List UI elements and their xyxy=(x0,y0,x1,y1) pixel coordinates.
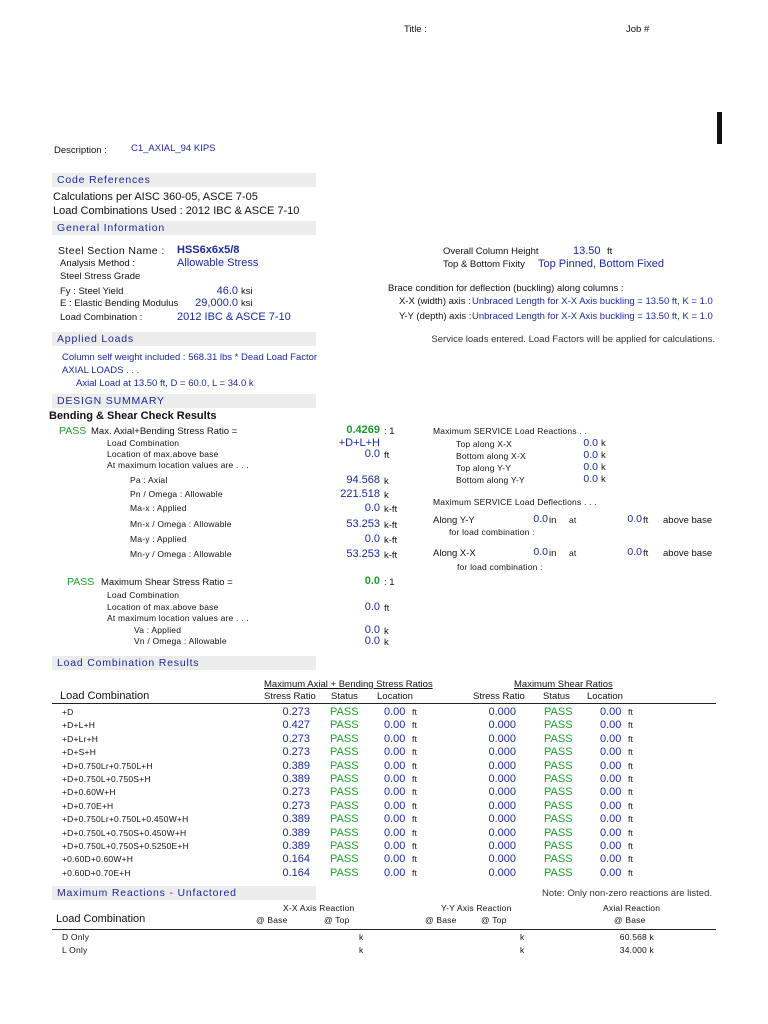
pass-badge-shear: PASS xyxy=(67,576,95,588)
group-axial-bending: Maximum Axial + Bending Stress Ratios xyxy=(264,679,433,690)
shear-status-cell: PASS xyxy=(544,719,573,732)
shear-location-unit-cell: ft xyxy=(628,841,634,851)
axial-load-detail: Axial Load at 13.50 ft, D = 60.0, L = 34.0 k xyxy=(76,378,254,389)
table-row xyxy=(62,867,662,880)
reactions-note: Note: Only non-zero reactions are listed. xyxy=(541,888,712,899)
react-unit-2: k xyxy=(601,462,606,473)
shear-location-cell: 0.00 xyxy=(600,732,622,745)
description-value: C1_AXIAL_94 KIPS xyxy=(131,143,216,154)
shear-location-cell: 0.00 xyxy=(600,746,622,759)
shear-location-cell: 0.00 xyxy=(600,786,622,799)
shear-location-unit-cell: ft xyxy=(628,720,634,731)
stress-ratio-cell: 0.389 xyxy=(282,773,310,785)
atmax-label-bending: At maximum location values are . . . xyxy=(107,460,249,470)
col-location-shear: Location xyxy=(587,691,623,702)
va-unit: k xyxy=(384,626,389,637)
defl-xx-loc: 0.0 xyxy=(627,546,642,558)
mny-value: 53.253 xyxy=(346,548,380,560)
e-value: 29,000.0 xyxy=(195,297,238,309)
fy-label: Fy : Steel Yield xyxy=(60,286,124,297)
brace-label: Brace condition for deflection (buckling) along columns : xyxy=(388,283,624,294)
service-reactions-heading: Maximum SERVICE Load Reactions . . xyxy=(433,426,588,436)
shear-location-unit-cell: ft xyxy=(628,814,634,825)
shear-location-unit-cell: ft xyxy=(628,747,634,758)
location-cell: 0.00 xyxy=(384,813,406,826)
reaction-row-xx-unit: k xyxy=(359,932,364,942)
shear-status-cell: PASS xyxy=(544,853,573,866)
table-row xyxy=(62,800,662,813)
defl-xx-lc: for load combination : xyxy=(457,562,543,572)
stress-ratio-label: Max. Axial+Bending Stress Ratio = xyxy=(91,426,238,437)
may-label: Ma-y : Applied xyxy=(130,534,187,544)
mnx-unit: k-ft xyxy=(384,520,398,531)
loc-label-shear: Location of max.above base xyxy=(107,602,219,612)
loc-unit-bending: ft xyxy=(384,450,390,461)
location-cell: 0.00 xyxy=(384,840,406,852)
location-cell: 0.00 xyxy=(384,866,406,879)
table-row xyxy=(62,719,662,732)
max-unit: k-ft xyxy=(384,504,398,515)
shear-location-cell: 0.00 xyxy=(600,813,622,826)
lc-label: Load Combination : xyxy=(60,312,143,323)
applied-loads-heading: Applied Loads xyxy=(52,332,316,346)
location-unit-cell: ft xyxy=(412,841,418,851)
location-cell: 0.00 xyxy=(384,719,406,732)
lc-cell: +D xyxy=(62,707,74,717)
location-unit-cell: ft xyxy=(412,707,418,717)
shear-ratio-cell: 0.000 xyxy=(488,706,516,718)
react-label-0: Top along X-X xyxy=(456,439,512,449)
table-row xyxy=(62,746,662,759)
location-unit-cell: ft xyxy=(412,733,418,744)
shear-status-cell: PASS xyxy=(544,840,573,852)
shear-ratio-cell: 0.000 xyxy=(488,826,516,839)
shear-ratio-cell: 0.000 xyxy=(488,786,516,799)
pn-value: 221.518 xyxy=(340,488,380,500)
code-ref-line2: Load Combinations Used : 2012 IBC & ASCE 7-10 xyxy=(53,205,300,217)
defl-xx-loc-unit: ft xyxy=(643,548,649,559)
defl-yy-value: 0.0 xyxy=(533,513,548,525)
location-cell: 0.00 xyxy=(384,826,406,839)
group-shear: Maximum Shear Ratios xyxy=(514,679,613,690)
stress-ratio-cell: 0.273 xyxy=(282,732,310,745)
shear-location-unit-cell: ft xyxy=(628,760,634,771)
defl-xx-above: above base xyxy=(663,548,713,559)
pass-badge-bending: PASS xyxy=(59,425,87,437)
code-references-heading: Code References xyxy=(52,173,316,187)
react-value-3: 0.0 xyxy=(583,473,598,485)
applied-loads-note: Service loads entered. Load Factors will be applied for calculations. xyxy=(431,334,715,345)
bending-shear-heading: Bending & Shear Check Results xyxy=(49,410,217,422)
lc-cell: +D+0.750L+0.750S+0.450W+H xyxy=(62,827,187,838)
shear-location-cell: 0.00 xyxy=(600,719,622,732)
xx-axis-label: X-X (width) axis : xyxy=(399,296,471,307)
may-value: 0.0 xyxy=(364,533,380,545)
shear-location-unit-cell: ft xyxy=(628,800,634,811)
vn-value: 0.0 xyxy=(364,635,380,647)
lc-table-rule xyxy=(52,703,716,704)
axial-loads-line: AXIAL LOADS . . . xyxy=(62,365,140,376)
yy-reaction-group: Y-Y Axis Reaction xyxy=(441,903,512,913)
react-unit-0: k xyxy=(601,438,606,449)
defl-yy-at: at xyxy=(569,515,577,525)
shear-ratio-cell: 0.000 xyxy=(488,866,516,879)
va-value: 0.0 xyxy=(364,624,380,636)
shear-location-cell: 0.00 xyxy=(600,866,622,879)
e-label: E : Elastic Bending Modulus xyxy=(60,298,179,309)
shear-status-cell: PASS xyxy=(544,706,573,718)
lc-value-bending: +D+L+H xyxy=(338,437,380,449)
col-stress-ratio-shear: Stress Ratio xyxy=(473,691,525,702)
yy-at-base: @ Base xyxy=(425,915,457,925)
shear-ratio-cell: 0.000 xyxy=(488,799,516,812)
react-label-2: Top along Y-Y xyxy=(456,463,512,473)
shear-status-cell: PASS xyxy=(544,813,573,826)
status-cell: PASS xyxy=(330,813,359,826)
mny-unit: k-ft xyxy=(384,550,398,561)
analysis-method-label: Analysis Method : xyxy=(60,258,135,269)
stress-ratio-cell: 0.164 xyxy=(282,853,310,866)
col-status: Status xyxy=(331,691,358,702)
shear-ratio-cell: 0.000 xyxy=(488,773,516,785)
analysis-method-value: Allowable Stress xyxy=(177,257,259,269)
reaction-row-yy-unit: k xyxy=(520,945,525,955)
lc-label-shear: Load Combination xyxy=(107,590,180,600)
stress-ratio-unit: : 1 xyxy=(384,426,395,437)
stress-ratio-cell: 0.273 xyxy=(282,786,310,799)
fixity-label: Top & Bottom Fixity xyxy=(443,259,525,270)
table-row xyxy=(62,813,662,826)
shear-location-cell: 0.00 xyxy=(600,826,622,839)
shear-status-cell: PASS xyxy=(544,799,573,812)
reactions-table-rule xyxy=(52,929,716,930)
xx-at-top: @ Top xyxy=(324,915,350,925)
reaction-row-lc: D Only xyxy=(62,932,90,942)
shear-ratio-value: 0.0 xyxy=(364,575,380,587)
reaction-row-xx-unit: k xyxy=(359,945,364,955)
shear-location-unit-cell: ft xyxy=(628,774,634,784)
lc-cell: +D+0.60W+H xyxy=(62,787,116,798)
shear-status-cell: PASS xyxy=(544,786,573,799)
shear-ratio-cell: 0.000 xyxy=(488,719,516,732)
shear-location-cell: 0.00 xyxy=(600,853,622,866)
react-label-1: Bottom along X-X xyxy=(456,451,526,461)
location-unit-cell: ft xyxy=(412,760,418,771)
description-label: Description : xyxy=(54,145,107,156)
status-cell: PASS xyxy=(330,826,359,839)
react-unit-3: k xyxy=(601,474,606,485)
text-cursor xyxy=(717,112,722,144)
job-label: Job # xyxy=(626,24,650,35)
shear-status-cell: PASS xyxy=(544,759,573,772)
defl-xx-label: Along X-X xyxy=(433,548,476,559)
location-unit-cell: ft xyxy=(412,774,418,784)
loc-value-shear: 0.0 xyxy=(364,601,380,613)
xx-axis-value: Unbraced Length for X-X Axis buckling = 13.50 ft, K = 1.0 xyxy=(472,296,713,307)
shear-status-cell: PASS xyxy=(544,826,573,839)
va-label: Va : Applied xyxy=(134,625,182,635)
react-value-1: 0.0 xyxy=(583,449,598,461)
table-row xyxy=(62,840,662,853)
status-cell: PASS xyxy=(330,799,359,812)
fy-value: 46.0 xyxy=(216,285,238,297)
reaction-row-yy-unit: k xyxy=(520,932,525,942)
design-summary-heading: DESIGN SUMMARY xyxy=(52,394,316,408)
react-unit-1: k xyxy=(601,450,606,461)
mnx-value: 53.253 xyxy=(346,518,380,530)
location-cell: 0.00 xyxy=(384,706,406,718)
col-stress-ratio: Stress Ratio xyxy=(264,691,316,702)
shear-ratio-cell: 0.000 xyxy=(488,746,516,759)
status-cell: PASS xyxy=(330,759,359,772)
yy-axis-value: Unbraced Length for X-X Axis buckling = 13.50 ft, K = 1.0 xyxy=(472,311,713,322)
location-cell: 0.00 xyxy=(384,759,406,772)
axial-reaction-group: Axial Reaction xyxy=(603,903,661,913)
service-deflections-heading: Maximum SERVICE Load Deflections . . . xyxy=(433,497,597,507)
status-cell: PASS xyxy=(330,840,359,852)
loc-unit-shear: ft xyxy=(384,603,390,614)
shear-location-cell: 0.00 xyxy=(600,706,622,718)
defl-yy-loc-unit: ft xyxy=(643,515,649,526)
fy-unit: ksi xyxy=(241,286,253,297)
column-height-label: Overall Column Height xyxy=(443,246,539,257)
location-unit-cell: ft xyxy=(412,814,418,825)
status-cell: PASS xyxy=(330,732,359,745)
shear-ratio-cell: 0.000 xyxy=(488,732,516,745)
pa-unit: k xyxy=(384,476,389,487)
loc-label-bending: Location of max.above base xyxy=(107,449,219,459)
vn-unit: k xyxy=(384,637,389,648)
xx-reaction-group: X-X Axis Reaction xyxy=(283,903,355,913)
status-cell: PASS xyxy=(330,853,359,866)
status-cell: PASS xyxy=(330,786,359,799)
shear-ratio-cell: 0.000 xyxy=(488,759,516,772)
lc-value: 2012 IBC & ASCE 7-10 xyxy=(177,311,291,323)
lc-results-heading: Load Combination Results xyxy=(52,656,316,670)
location-unit-cell: ft xyxy=(412,720,418,731)
table-row xyxy=(62,786,662,799)
shear-location-unit-cell: ft xyxy=(628,827,634,838)
lc-cell: +D+0.750L+0.750S+H xyxy=(62,774,151,784)
section-name-value: HSS6x6x5/8 xyxy=(177,244,240,256)
location-cell: 0.00 xyxy=(384,746,406,759)
react-label-3: Bottom along Y-Y xyxy=(456,475,525,485)
may-unit: k-ft xyxy=(384,535,398,546)
defl-yy-unit: in xyxy=(549,515,557,526)
pa-label: Pa : Axial xyxy=(130,475,168,485)
reaction-row-axial: 60.568 k xyxy=(619,932,654,942)
lc-cell: +D+0.70E+H xyxy=(62,800,114,811)
shear-status-cell: PASS xyxy=(544,746,573,759)
shear-location-unit-cell: ft xyxy=(628,707,634,717)
stress-ratio-cell: 0.427 xyxy=(282,719,310,732)
location-cell: 0.00 xyxy=(384,732,406,745)
title-label: Title : xyxy=(404,24,427,35)
reactions-col-lc: Load Combination xyxy=(56,913,146,925)
stress-ratio-cell: 0.273 xyxy=(282,706,310,718)
shear-ratio-cell: 0.000 xyxy=(488,853,516,866)
shear-location-cell: 0.00 xyxy=(600,840,622,852)
section-name-label: Steel Section Name : xyxy=(58,245,165,257)
fixity-value: Top Pinned, Bottom Fixed xyxy=(538,258,664,270)
lc-cell: +0.60D+0.70E+H xyxy=(62,867,131,878)
status-cell: PASS xyxy=(330,706,359,718)
table-row xyxy=(62,706,662,719)
lc-cell: +D+0.750Lr+0.750L+0.450W+H xyxy=(62,814,189,825)
defl-yy-above: above base xyxy=(663,515,713,526)
shear-status-cell: PASS xyxy=(544,732,573,745)
stress-ratio-cell: 0.273 xyxy=(282,799,310,812)
location-unit-cell: ft xyxy=(412,787,418,798)
shear-location-unit-cell: ft xyxy=(628,733,634,744)
location-cell: 0.00 xyxy=(384,799,406,812)
status-cell: PASS xyxy=(330,773,359,785)
reaction-row-lc: L Only xyxy=(62,945,88,955)
lc-cell: +D+S+H xyxy=(62,747,97,758)
stress-ratio-cell: 0.273 xyxy=(282,746,310,759)
shear-status-cell: PASS xyxy=(544,773,573,785)
column-height-value: 13.50 xyxy=(573,245,601,257)
defl-xx-at: at xyxy=(569,548,577,558)
pn-label: Pn / Omega : Allowable xyxy=(130,489,223,499)
yy-at-top: @ Top xyxy=(481,915,507,925)
axial-at-base: @ Base xyxy=(614,915,646,925)
max-reactions-heading: Maximum Reactions - Unfactored xyxy=(52,886,316,900)
stress-grade-label: Steel Stress Grade xyxy=(60,271,141,282)
table-row xyxy=(62,827,662,840)
stress-ratio-cell: 0.164 xyxy=(282,866,310,879)
shear-location-unit-cell: ft xyxy=(628,787,634,798)
shear-status-cell: PASS xyxy=(544,866,573,879)
general-information-heading: General Information xyxy=(52,221,316,235)
defl-xx-value: 0.0 xyxy=(533,546,548,558)
mny-label: Mn-y / Omega : Allowable xyxy=(130,549,232,559)
loc-value-bending: 0.0 xyxy=(364,448,380,460)
stress-ratio-cell: 0.389 xyxy=(282,759,310,772)
location-cell: 0.00 xyxy=(384,853,406,866)
react-value-2: 0.0 xyxy=(583,461,598,473)
col-location: Location xyxy=(377,691,413,702)
lc-cell: +D+0.750L+0.750S+0.5250E+H xyxy=(62,841,189,851)
max-label: Ma-x : Applied xyxy=(130,503,187,513)
shear-location-unit-cell: ft xyxy=(628,867,634,878)
status-cell: PASS xyxy=(330,866,359,879)
react-value-0: 0.0 xyxy=(583,437,598,449)
pa-value: 94.568 xyxy=(346,474,380,486)
code-ref-line1: Calculations per AISC 360-05, ASCE 7-05 xyxy=(53,191,258,203)
reaction-row-axial: 34.000 k xyxy=(619,945,654,955)
status-cell: PASS xyxy=(330,746,359,759)
table-row xyxy=(62,853,662,866)
stress-ratio-cell: 0.389 xyxy=(282,813,310,826)
shear-ratio-cell: 0.000 xyxy=(488,813,516,826)
shear-location-unit-cell: ft xyxy=(628,854,634,865)
max-value: 0.0 xyxy=(364,502,380,514)
atmax-label-shear: At maximum location values are . . . xyxy=(107,613,249,623)
defl-yy-loc: 0.0 xyxy=(627,513,642,525)
stress-ratio-cell: 0.389 xyxy=(282,826,310,839)
location-unit-cell: ft xyxy=(412,800,418,811)
defl-yy-lc: for load combination : xyxy=(449,527,535,537)
stress-ratio-cell: 0.389 xyxy=(282,840,310,852)
shear-ratio-unit: : 1 xyxy=(384,577,395,588)
col-status-shear: Status xyxy=(543,691,570,702)
lc-cell: +D+0.750Lr+0.750L+H xyxy=(62,760,153,771)
lc-cell: +0.60D+0.60W+H xyxy=(62,854,134,865)
pn-unit: k xyxy=(384,490,389,501)
lc-label-bending: Load Combination xyxy=(107,438,180,448)
self-weight-line: Column self weight included : 568.31 lbs * Dead Load Factor xyxy=(62,352,318,363)
location-unit-cell: ft xyxy=(412,827,418,838)
location-cell: 0.00 xyxy=(384,786,406,799)
shear-location-cell: 0.00 xyxy=(600,759,622,772)
location-cell: 0.00 xyxy=(384,773,406,785)
shear-ratio-label: Maximum Shear Stress Ratio = xyxy=(101,577,233,588)
lc-cell: +D+Lr+H xyxy=(62,733,99,744)
location-unit-cell: ft xyxy=(412,747,418,758)
yy-axis-label: Y-Y (depth) axis : xyxy=(399,311,472,322)
e-unit: ksi xyxy=(241,298,253,309)
shear-location-cell: 0.00 xyxy=(600,773,622,785)
location-unit-cell: ft xyxy=(412,854,418,865)
table-row xyxy=(62,760,662,773)
stress-ratio-value: 0.4269 xyxy=(346,424,380,436)
defl-xx-unit: in xyxy=(549,548,557,559)
location-unit-cell: ft xyxy=(412,867,418,878)
table-row xyxy=(62,733,662,746)
lc-cell: +D+L+H xyxy=(62,720,96,731)
table-row xyxy=(62,773,662,786)
column-height-unit: ft xyxy=(607,246,613,257)
mnx-label: Mn-x / Omega : Allowable xyxy=(130,519,232,529)
xx-at-base: @ Base xyxy=(256,915,288,925)
shear-ratio-cell: 0.000 xyxy=(488,840,516,852)
status-cell: PASS xyxy=(330,719,359,732)
shear-location-cell: 0.00 xyxy=(600,799,622,812)
col-load-combination: Load Combination xyxy=(60,690,150,702)
defl-yy-label: Along Y-Y xyxy=(433,515,475,526)
vn-label: Vn / Omega : Allowable xyxy=(134,636,227,646)
